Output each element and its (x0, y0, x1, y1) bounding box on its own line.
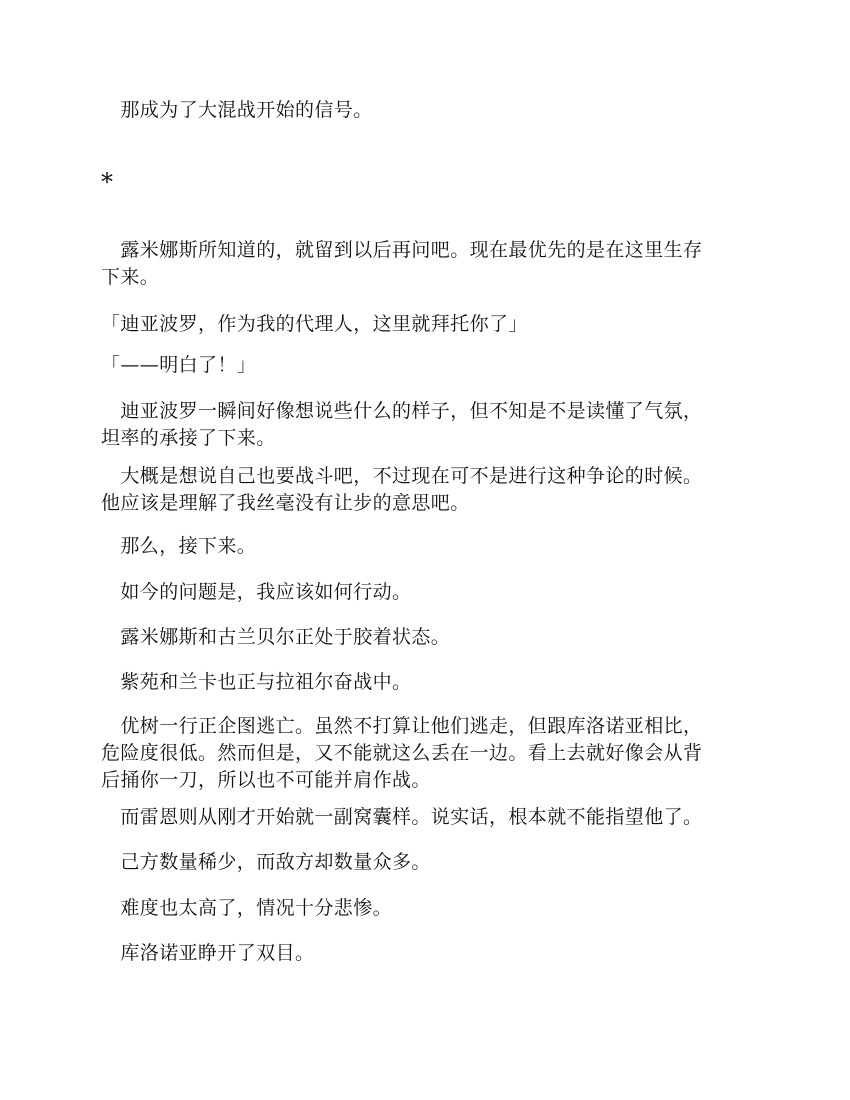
text-line: 而雷恩则从刚才开始就一副窝囊样。说实话，根本就不能指望他了。 (101, 806, 703, 828)
paragraph-4 (101, 352, 751, 379)
text-line: 露米娜斯所知道的，就留到以后再问吧。现在最优先的是在这里生存 (101, 239, 703, 261)
text-line: 「——明白了！」 (101, 354, 257, 376)
text-line: 那么，接下来。 (101, 535, 257, 557)
paragraph-11 (101, 713, 751, 794)
paragraph-7 (101, 533, 751, 560)
paragraph-2 (101, 237, 751, 291)
paragraph-14 (101, 895, 751, 922)
text-line: 难度也太高了，情况十分悲惨。 (101, 897, 393, 919)
paragraph-5 (101, 398, 751, 452)
text-line: 紫苑和兰卡也正与拉祖尔奋战中。 (101, 671, 412, 693)
paragraph-12 (101, 804, 751, 831)
scene-separator: * (101, 168, 113, 196)
text-line: 那成为了大混战开始的信号。 (101, 99, 373, 121)
paragraph-6 (101, 463, 751, 517)
text-line: 后捅你一刀，所以也不可能并肩作战。 (101, 769, 431, 791)
text-line: 下来。 (101, 266, 160, 288)
text-line: 危险度很低。然而但是，又不能就这么丢在一边。看上去就好像会从背 (101, 742, 703, 764)
text-line: 如今的问题是，我应该如何行动。 (101, 581, 412, 603)
text-line: 坦率的承接了下来。 (101, 427, 276, 449)
text-line: 迪亚波罗一瞬间好像想说些什么的样子，但不知是不是读懂了气氛， (101, 400, 703, 422)
paragraph-10 (101, 669, 751, 696)
paragraph-3 (101, 311, 751, 338)
text-line: 露米娜斯和古兰贝尔正处于胶着状态。 (101, 626, 451, 648)
paragraph-1 (101, 97, 751, 124)
text-line: 库洛诺亚睁开了双目。 (101, 942, 315, 964)
text-line: 大概是想说自己也要战斗吧，不过现在可不是进行这种争论的时候。 (101, 465, 703, 487)
paragraph-8 (101, 579, 751, 606)
text-line: 他应该是理解了我丝毫没有让步的意思吧。 (101, 492, 470, 514)
paragraph-9 (101, 624, 751, 651)
paragraph-13 (101, 849, 751, 876)
text-line: 优树一行正企图逃亡。虽然不打算让他们逃走，但跟库洛诺亚相比， (101, 715, 703, 737)
text-line: 己方数量稀少，而敌方却数量众多。 (101, 851, 431, 873)
paragraph-15 (101, 940, 751, 967)
text-line: 「迪亚波罗，作为我的代理人，这里就拜托你了」 (101, 313, 528, 335)
